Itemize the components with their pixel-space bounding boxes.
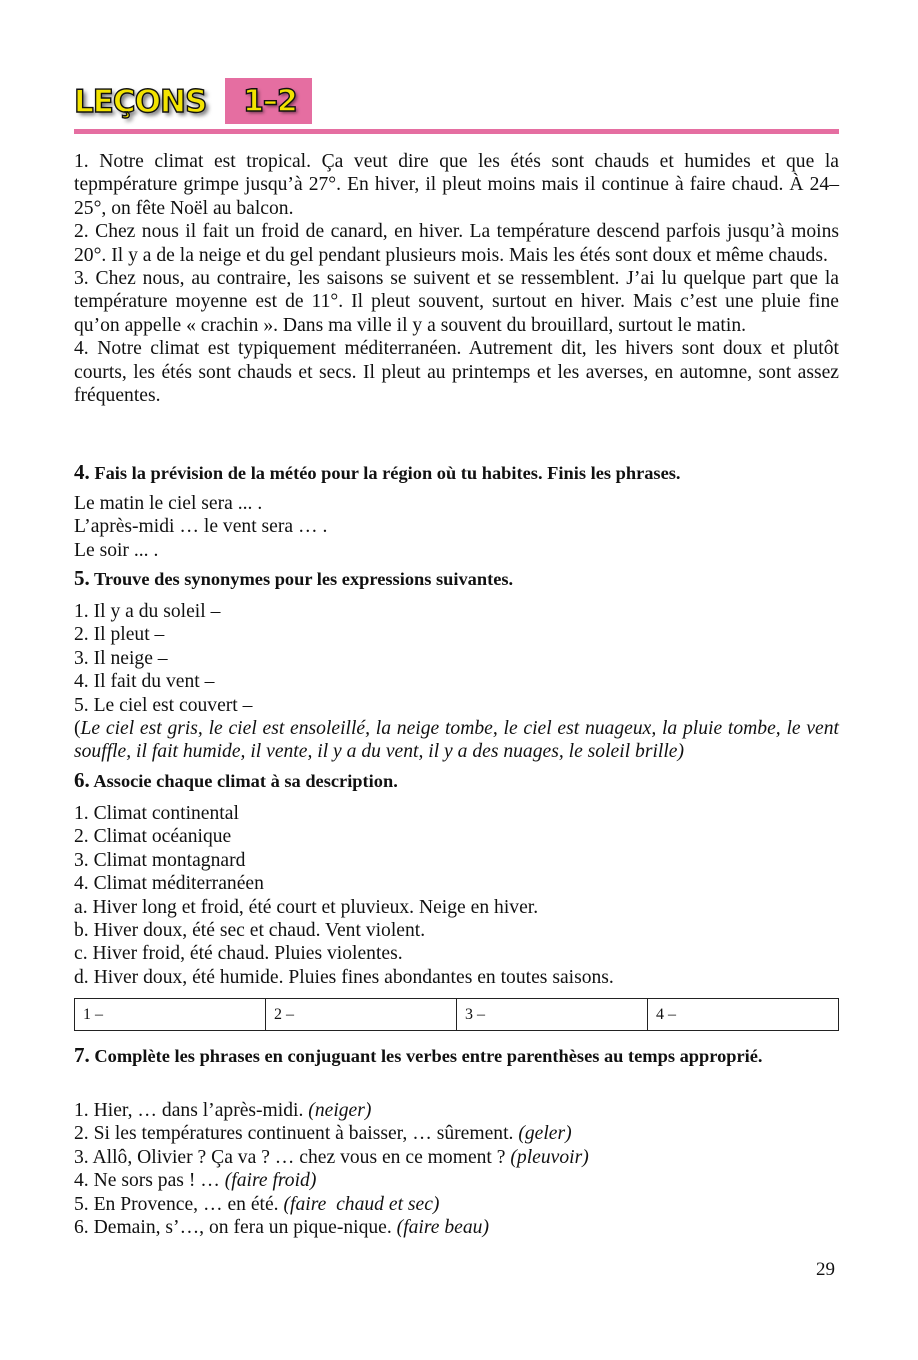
paragraph-3: 3. Chez nous, au contraire, les saisons se suivent et se ressemblent. J’ai lu quelque part que la température moyenne est de 11°. Il pleut souvent, surtout en hiver. Mais c’est une pluie fine qu’on appelle « crachin ». Dans ma ville il y a souvent du brouillard, surtout le matin. <box>74 268 839 336</box>
list-item: 2. Il pleut – <box>74 624 165 646</box>
task-5-items <box>74 600 839 764</box>
list-item: Le soir ... . <box>74 539 159 561</box>
verb-hint: (geler) <box>518 1123 572 1145</box>
task-6-heading <box>74 769 839 793</box>
task-instruction: Complète les phrases en conjuguant les verbes entre parenthèses au temps approprié. <box>94 1046 763 1066</box>
hint-text: Le ciel est gris, le ciel est ensoleillé, la neige tombe, le ciel est nuageux, la pluie tombe, le vent souffle, il fait humide, il vente, il y a du vent, il y a des nuages, le soleil brille) <box>74 718 839 763</box>
sentence-text: 4. Ne sors pas ! … <box>74 1170 225 1192</box>
sentence-text: 5. En Provence, … en été. <box>74 1193 284 1215</box>
list-item: b. Hiver doux, été sec et chaud. Vent violent. <box>74 920 426 942</box>
list-item: 3. Climat montagnard <box>74 849 246 871</box>
verb-hint: (pleuvoir) <box>510 1146 589 1168</box>
answer-cell-2[interactable]: 2 – <box>266 999 457 1031</box>
lesson-number: 1–2 <box>243 84 297 119</box>
list-item: L’après-midi … le vent sera … . <box>74 516 328 538</box>
lesson-number-badge <box>225 78 312 124</box>
sentence-text: 2. Si les températures continuent à baisser, … sûrement. <box>74 1123 519 1145</box>
lesson-header <box>74 78 839 126</box>
synonym-hint <box>74 717 839 764</box>
sentence-text: 3. Allô, Olivier ? Ça va ? … chez vous en ce moment ? <box>74 1146 511 1168</box>
list-item <box>74 1169 839 1192</box>
hint-paren: ( <box>74 718 81 740</box>
answer-cell-1[interactable]: 1 – <box>75 999 266 1031</box>
task-7-heading <box>74 1044 839 1068</box>
reading-text <box>74 150 839 407</box>
list-item: d. Hiver doux, été humide. Pluies fines abondantes en toutes saisons. <box>74 966 614 988</box>
table-row <box>75 999 839 1031</box>
answer-cell-3[interactable]: 3 – <box>457 999 648 1031</box>
task-instruction: Trouve des synonymes pour les expressions suivantes. <box>94 569 514 589</box>
sentence-text: 6. Demain, s’…, on fera un pique-nique. <box>74 1217 397 1239</box>
task-7-items <box>74 1099 839 1239</box>
task-6-items <box>74 802 839 989</box>
paragraph-4: 4. Notre climat est typiquement méditerranéen. Autrement dit, les hivers sont doux et plutôt courts, les étés sont chauds et secs. Il pleut au printemps et les averses, en automne, sont assez fréquentes. <box>74 338 839 407</box>
list-item: 1. Il y a du soleil – <box>74 601 221 622</box>
header-divider <box>74 129 839 134</box>
verb-hint: (neiger) <box>308 1100 372 1121</box>
task-4-lines <box>74 492 839 562</box>
list-item <box>74 1193 839 1216</box>
paragraph-2: 2. Chez nous il fait un froid de canard, en hiver. La température descend parfois jusqu’à moins 20°. Il y a de la neige et du gel pendant plusieurs mois. Mais les étés sont doux et même chauds. <box>74 221 839 266</box>
lesson-title: LEÇONS <box>74 84 207 120</box>
page-number: 29 <box>816 1259 835 1280</box>
task-number: 7. <box>74 1043 90 1067</box>
task-number: 5. <box>74 566 90 590</box>
verb-hint: (faire beau) <box>396 1217 489 1239</box>
task-number: 4. <box>74 460 90 484</box>
task-instruction: Fais la prévision de la météo pour la région où tu habites. Finis les phrases. <box>94 463 681 483</box>
answer-table <box>74 998 839 1031</box>
list-item <box>74 1146 839 1169</box>
list-item: 5. Le ciel est couvert – <box>74 694 253 716</box>
answer-cell-4[interactable]: 4 – <box>648 999 839 1031</box>
list-item: 1. Climat continental <box>74 803 239 824</box>
verb-hint: (faire chaud et sec) <box>283 1193 440 1215</box>
list-item: a. Hiver long et froid, été court et pluvieux. Neige en hiver. <box>74 896 539 918</box>
task-5-heading <box>74 567 839 591</box>
list-item: 4. Il fait du vent – <box>74 671 215 693</box>
verb-hint: (faire froid) <box>224 1170 317 1192</box>
list-item: Le matin le ciel sera ... . <box>74 493 263 514</box>
list-item: c. Hiver froid, été chaud. Pluies violentes. <box>74 943 403 965</box>
task-4-heading <box>74 461 839 485</box>
list-item: 2. Climat océanique <box>74 826 232 848</box>
list-item <box>74 1122 839 1145</box>
list-item: 4. Climat méditerranéen <box>74 873 264 895</box>
task-number: 6. <box>74 768 90 792</box>
list-item <box>74 1099 839 1122</box>
list-item <box>74 1216 839 1239</box>
paragraph-1: 1. Notre climat est tropical. Ça veut dire que les étés sont chauds et humides et que la tepmpérature grimpe jusqu’à 27°. En hiver, il pleut moins mais il continue à faire chaud. À 24–25°, on fête Noël au balcon. <box>74 151 839 219</box>
sentence-text: 1. Hier, … dans l’après-midi. <box>74 1100 309 1121</box>
list-item: 3. Il neige – <box>74 647 168 669</box>
task-instruction: Associe chaque climat à sa description. <box>93 771 398 791</box>
